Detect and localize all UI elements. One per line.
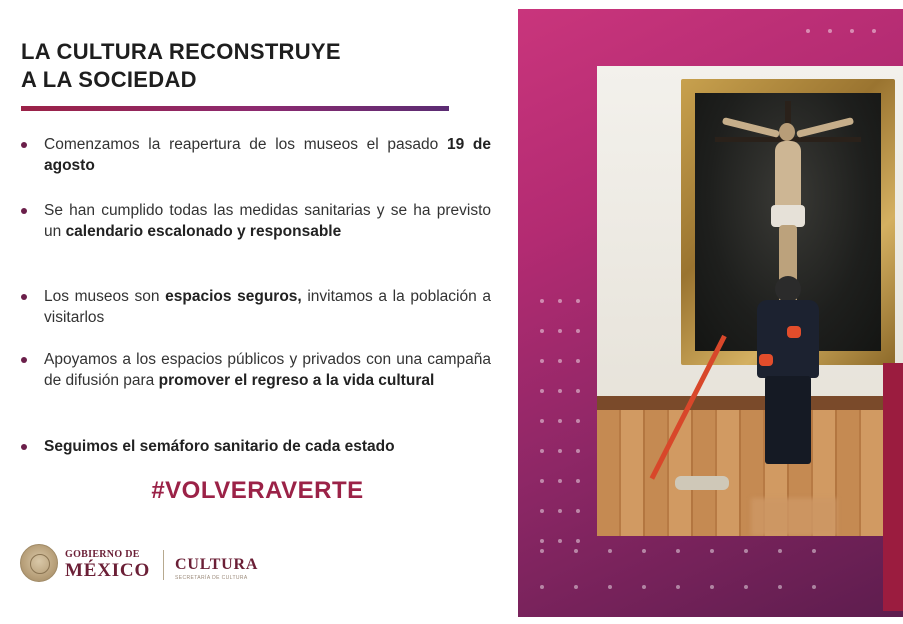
panel-dot (540, 389, 544, 393)
panel-dot (540, 419, 544, 423)
cleaning-worker (749, 276, 829, 476)
panel-dot (558, 539, 562, 543)
panel-dot (540, 329, 544, 333)
panel-dot (778, 585, 782, 589)
panel-dot (558, 419, 562, 423)
mop-head (675, 476, 729, 490)
panel-dot (540, 299, 544, 303)
panel-dot (576, 419, 580, 423)
cultura-subtitle: SECRETARÍA DE CULTURA (175, 575, 248, 581)
panel-dot (558, 299, 562, 303)
bullet-item (21, 349, 491, 391)
panel-dot (710, 585, 714, 589)
bullet-text: Apoyamos a los espacios públicos y privados con una campaña de difusión para (44, 351, 491, 389)
bullet-dot-icon (21, 142, 27, 148)
panel-dot (676, 585, 680, 589)
bullet-dot-icon (21, 444, 27, 450)
panel-dot (558, 359, 562, 363)
panel-dot (710, 549, 714, 553)
panel-dot (558, 479, 562, 483)
cultura-logo: CULTURA (175, 556, 259, 573)
panel-dot (778, 549, 782, 553)
panel-dot (540, 539, 544, 543)
accent-bar (883, 363, 903, 611)
panel-dot (812, 585, 816, 589)
title-underline-bar (21, 106, 449, 111)
panel-dot (828, 29, 832, 33)
coat-of-arms-icon (20, 544, 58, 582)
hashtag: #VOLVERAVERTE (151, 477, 364, 504)
bullet-text: invitamos a la población a visitarlos (44, 288, 491, 326)
panel-dot (812, 549, 816, 553)
bullet-item (21, 286, 491, 328)
panel-dot (850, 29, 854, 33)
panel-dot (576, 449, 580, 453)
bullet-item (21, 200, 491, 242)
logo-divider (163, 550, 164, 580)
bullet-dot-icon (21, 294, 27, 300)
bullet-dot-icon (21, 357, 27, 363)
panel-dot (576, 359, 580, 363)
panel-dot (676, 549, 680, 553)
gobierno-de-label: GOBIERNO DE (65, 549, 140, 560)
panel-dot (576, 479, 580, 483)
title-line-2: A LA SOCIEDAD (21, 67, 197, 92)
panel-dot (540, 479, 544, 483)
title-line-1: LA CULTURA RECONSTRUYE (21, 39, 341, 64)
panel-dot (540, 549, 544, 553)
panel-dot (576, 539, 580, 543)
museum-photo (597, 66, 903, 536)
bullet-item (21, 134, 491, 176)
panel-dot (558, 329, 562, 333)
bullet-item (21, 436, 395, 457)
bullet-text: Los museos son (44, 288, 166, 305)
bullet-text: Se han cumplido todas las medidas sanitarias y se ha previsto un (44, 202, 491, 240)
panel-dot (558, 449, 562, 453)
panel-dot (540, 585, 544, 589)
bullet-bold-text: 19 de agosto (44, 136, 492, 174)
panel-dot (540, 359, 544, 363)
panel-dot (608, 549, 612, 553)
bullet-bold-text: calendario escalonado y responsable (65, 223, 342, 240)
blurred-region (751, 498, 837, 536)
panel-dot (558, 509, 562, 513)
panel-dot (576, 509, 580, 513)
panel-dot (744, 549, 748, 553)
panel-dot (574, 549, 578, 553)
mexico-label: MÉXICO (65, 560, 151, 581)
slide-title (21, 38, 341, 94)
bullet-dot-icon (21, 208, 27, 214)
panel-dot (642, 549, 646, 553)
bullet-bold-text: promover el regreso a la vida cultural (158, 372, 435, 389)
panel-dot (872, 29, 876, 33)
panel-dot (744, 585, 748, 589)
panel-dot (576, 329, 580, 333)
panel-dot (540, 449, 544, 453)
bullet-bold-text: Seguimos el semáforo sanitario de cada estado (44, 438, 395, 455)
panel-dot (642, 585, 646, 589)
panel-dot (540, 509, 544, 513)
bullet-text: Comenzamos la reapertura de los museos el pasado (44, 136, 447, 153)
panel-dot (806, 29, 810, 33)
panel-dot (574, 585, 578, 589)
panel-dot (558, 389, 562, 393)
panel-dot (576, 389, 580, 393)
bullet-bold-text: espacios seguros, (165, 288, 302, 305)
panel-dot (608, 585, 612, 589)
panel-dot (576, 299, 580, 303)
